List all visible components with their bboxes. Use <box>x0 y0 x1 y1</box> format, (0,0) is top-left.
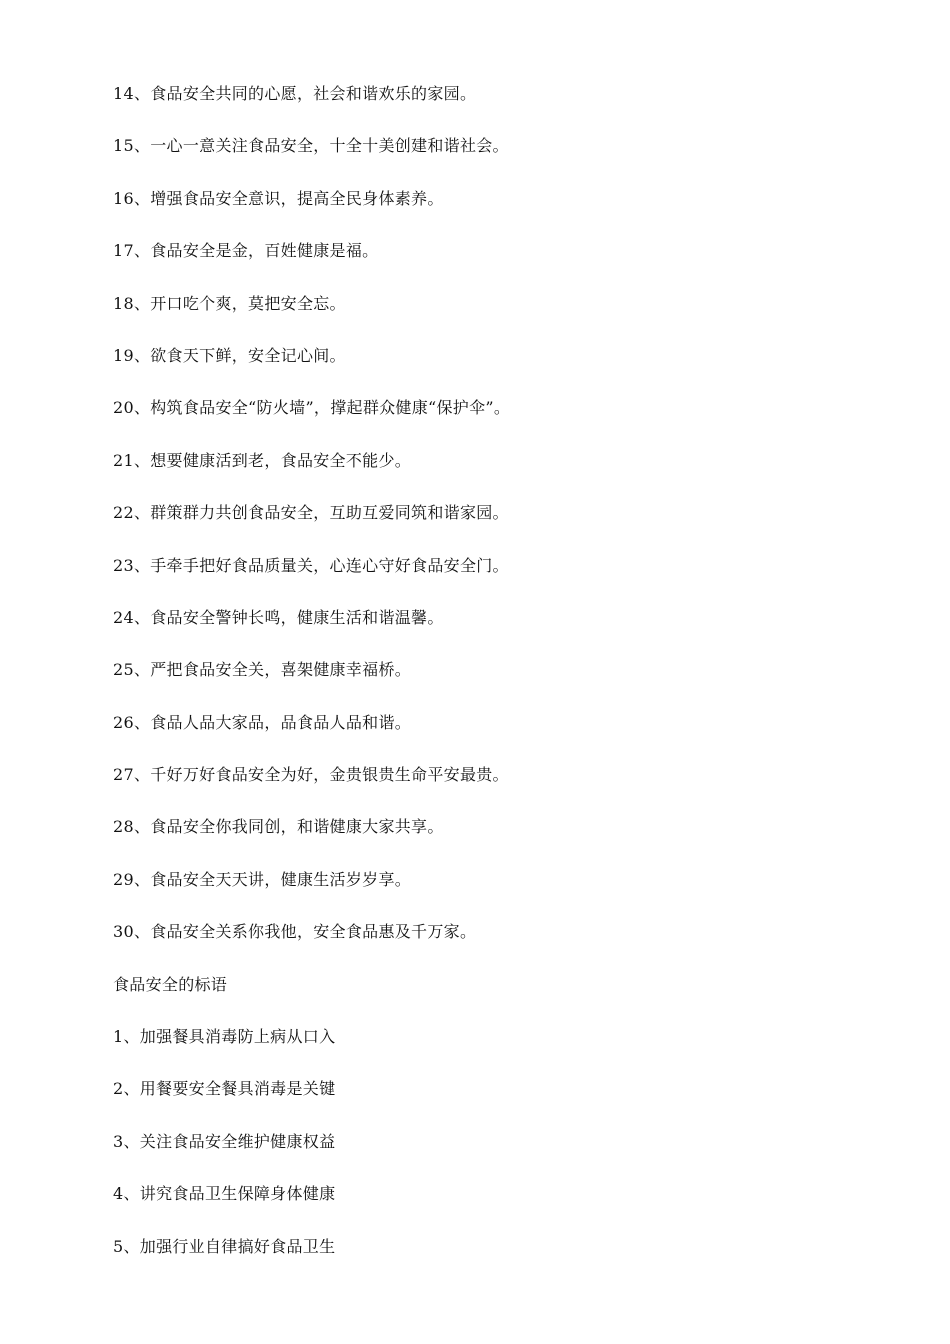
slogan-line: 16、增强食品安全意识，提高全民身体素养。 <box>113 188 444 208</box>
slogan-line: 19、欲食天下鲜，安全记心间。 <box>113 345 346 365</box>
section-heading: 食品安全的标语 <box>113 974 228 994</box>
slogan-line: 20、构筑食品安全“防火墙”，撑起群众健康“保护伞”。 <box>113 398 511 418</box>
slogan-line: 15、一心一意关注食品安全，十全十美创建和谐社会。 <box>113 136 509 156</box>
slogan-line: 28、食品安全你我同创，和谐健康大家共享。 <box>113 817 444 837</box>
slogan-line: 21、想要健康活到老，食品安全不能少。 <box>113 450 412 470</box>
slogan-line: 25、严把食品安全关，喜架健康幸福桥。 <box>113 660 412 680</box>
slogan-line: 4、讲究食品卫生保障身体健康 <box>113 1184 336 1204</box>
slogan-line: 27、千好万好食品安全为好，金贵银贵生命平安最贵。 <box>113 765 509 785</box>
slogan-line: 3、关注食品安全维护健康权益 <box>113 1131 336 1151</box>
slogan-line: 29、食品安全天天讲，健康生活岁岁享。 <box>113 869 412 889</box>
slogan-line: 2、用餐要安全餐具消毒是关键 <box>113 1079 336 1099</box>
slogan-line: 23、手牵手把好食品质量关，心连心守好食品安全门。 <box>113 555 509 575</box>
slogan-line: 14、食品安全共同的心愿，社会和谐欢乐的家园。 <box>113 84 477 103</box>
slogan-line: 1、加强餐具消毒防上病从口入 <box>113 1027 336 1047</box>
slogan-line: 30、食品安全关系你我他，安全食品惠及千万家。 <box>113 922 477 942</box>
slogan-line: 17、食品安全是金，百姓健康是福。 <box>113 241 379 261</box>
slogan-line: 5、加强行业自律搞好食品卫生 <box>113 1236 336 1256</box>
slogan-line: 24、食品安全警钟长鸣，健康生活和谐温馨。 <box>113 607 444 627</box>
slogan-line: 18、开口吃个爽，莫把安全忘。 <box>113 293 346 313</box>
slogan-line: 22、群策群力共创食品安全，互助互爱同筑和谐家园。 <box>113 503 509 523</box>
slogan-list <box>113 81 510 1286</box>
slogan-line: 26、食品人品大家品，品食品人品和谐。 <box>113 712 412 732</box>
